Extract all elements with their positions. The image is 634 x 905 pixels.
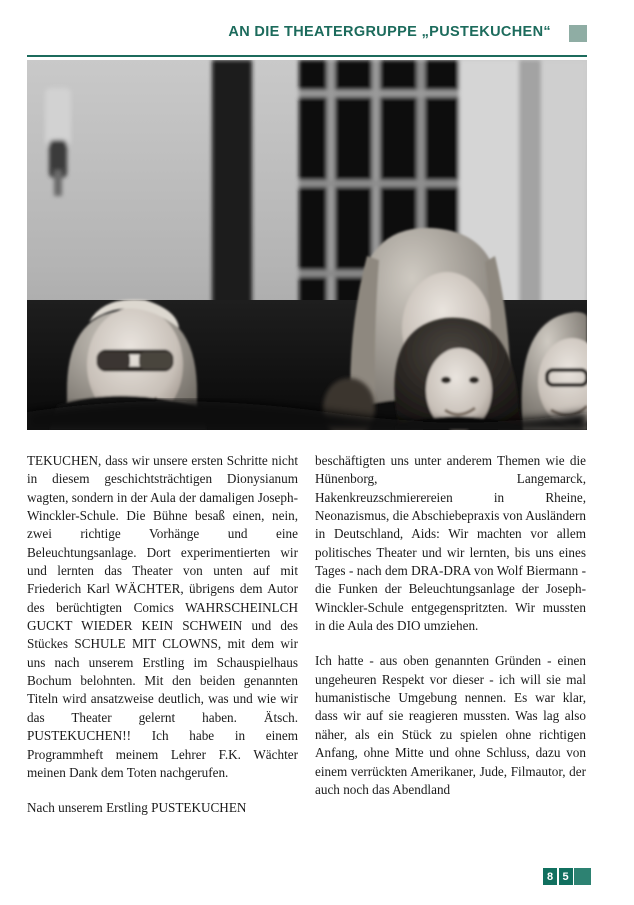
right-column xyxy=(315,452,586,852)
paragraph: TEKUCHEN, dass wir unsere ersten Schritte nicht in diesem geschichtsträchtigen Dionysianum wagten, sondern in der Aula der damaligen Joseph-Winckler-Schule. Die Bühne besaß einen, nein, zwei richtige Vorhänge und eine Beleuchtungsanlage. Dort experimentierten wir und lernten das Theater von unten auf mit Friederich Karl WÄCHTER, übrigens dem Autor des berüchtigten Comics WAHRSCHEINLCH GUCKT WIEDER KEIN SCHWEIN und des Stückes SCHULE MIT CLOWNS, mit dem wir uns nach unserem Erstling im Schauspielhaus Bochum belohnten. Mit den beiden genannten Titeln wird ansatzweise deutlich, was und wie wir das Theater gelernt haben. Ätsch. PUSTEKUCHEN!! Ich habe in einem Programmheft meinem Lehrer F.K. Wächter meinen Dank dem Toten nachgerufen. xyxy=(27,453,298,780)
page-header xyxy=(27,24,587,54)
header-divider xyxy=(27,55,587,57)
paragraph: Nach unserem Erstling PUSTEKUCHEN xyxy=(27,800,247,816)
header-accent-square-icon xyxy=(569,25,587,42)
page-number-digit-1: 8 xyxy=(543,868,557,885)
left-column xyxy=(27,452,298,852)
page-title: AN DIE THEATERGRUPPE „PUSTEKUCHEN“ xyxy=(228,24,551,40)
paragraph: Ich hatte - aus oben genannten Gründen - einen ungeheuren Respekt vor dieser - ich will sie mal humanistische Umgebung nennen. Es war klar, dass wir auf sie reagieren mussten. Was lag also näher, als ein Stück zu spielen ohne richtigen Anfang, ohne Mitte und ohne Schluss, dazu von einem verrückten Amerikaner, Jude, Filmautor, der auch noch das Abendland xyxy=(315,653,586,797)
page-number-accent-square-icon xyxy=(574,868,591,885)
page-number-digit-2: 5 xyxy=(559,868,573,885)
article-body xyxy=(27,452,587,852)
paragraph: beschäftigten uns unter anderem Themen wie die Hünenborg, Langemarck, Hakenkreuzschmierereien in Rheine, Neonazismus, die Abschiebepraxis von Ausländern in Deutschland, Aids: Wir machten vor allem politisches Theater und wir lernten, bis uns eines Tages - nach dem DRA-DRA von Wolf Biermann - die Funken der Beleuchtungsanlage der Joseph-Winckler-Schule entgegenspritzten. Wir mussten in die Aula des DIO umziehen. xyxy=(315,453,586,634)
photo-illustration-icon xyxy=(27,60,587,430)
page-number-badge xyxy=(543,868,591,885)
article-photo xyxy=(27,60,587,430)
